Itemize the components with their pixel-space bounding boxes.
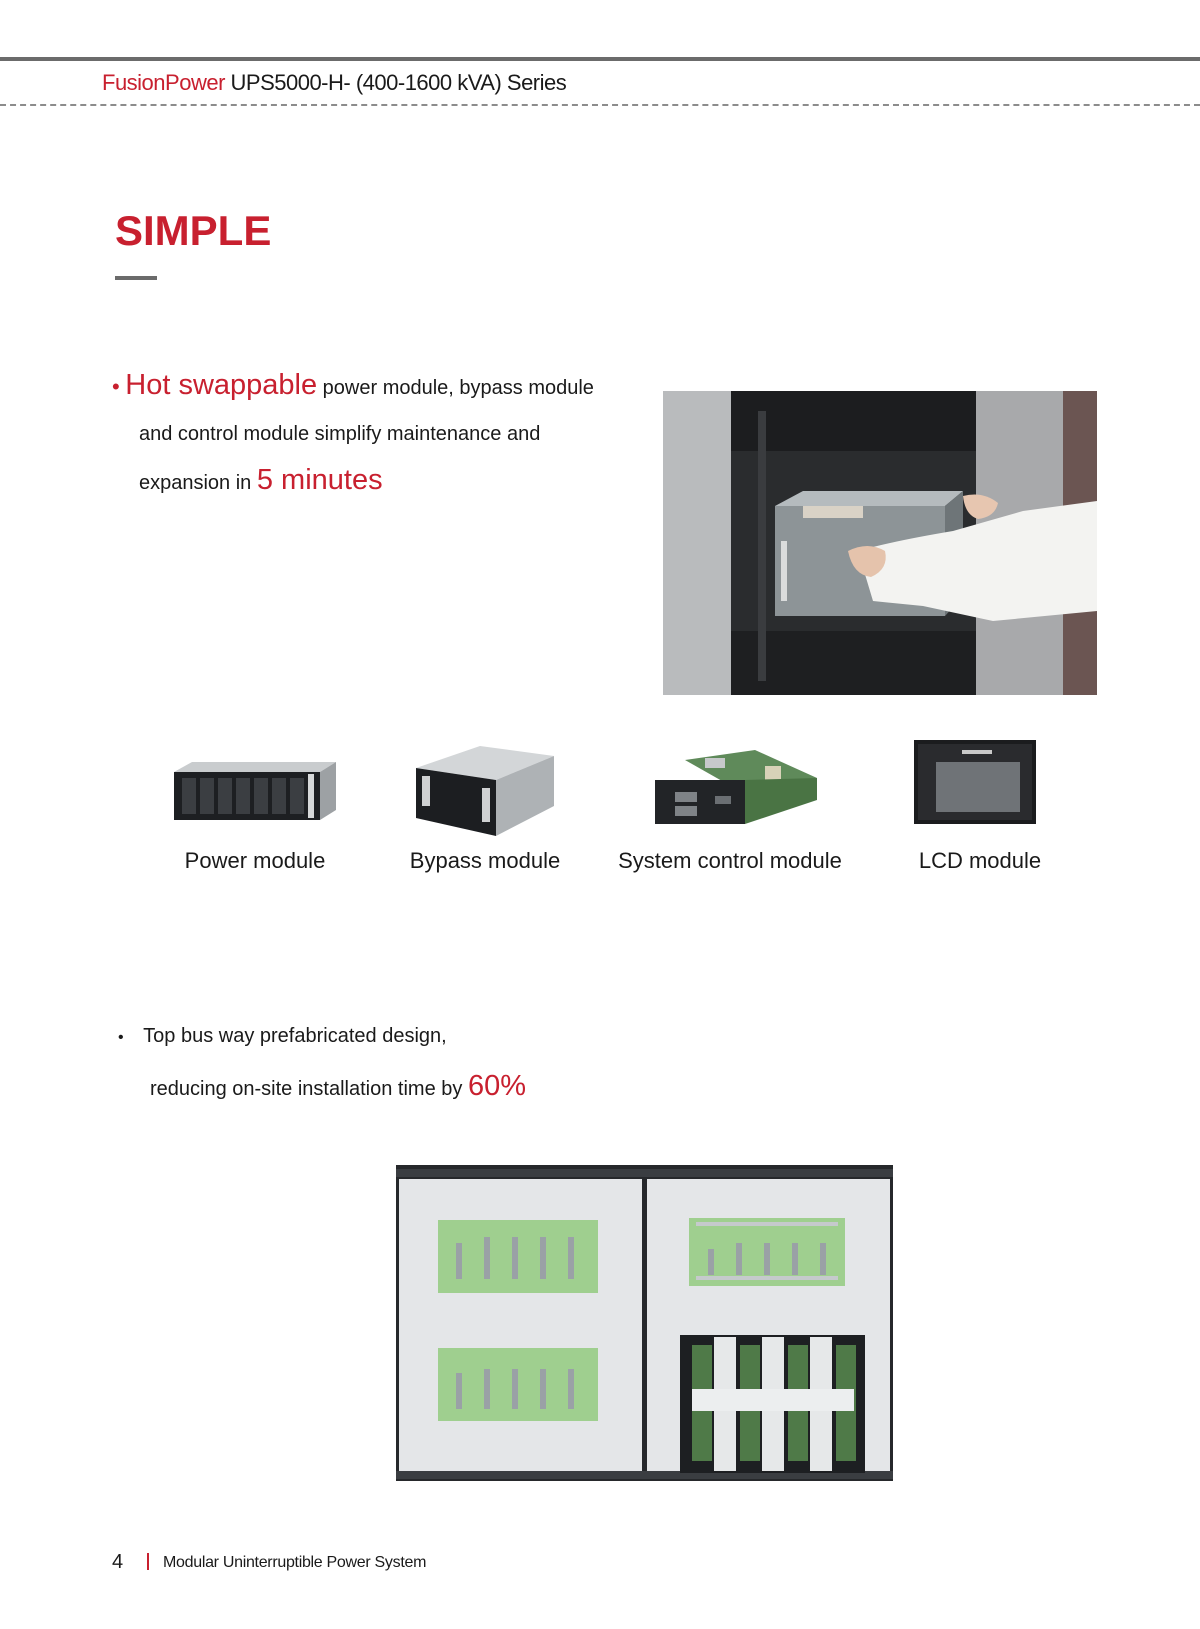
hot-swap-photo (663, 391, 1097, 695)
busway-feature (118, 1012, 526, 1113)
bullet-dot: • (118, 1029, 124, 1046)
feature1-line3: expansion in (139, 472, 257, 494)
section-title: SIMPLE (115, 207, 272, 254)
hot-swappable-highlight: Hot swappable (125, 369, 318, 401)
lcd-module-label: LCD module (918, 848, 1042, 873)
control-module-label: System control module (618, 848, 842, 873)
power-module-image (170, 740, 340, 848)
brand-name: FusionPower (102, 70, 225, 95)
feature2-line2: reducing on-site installation time by (150, 1078, 468, 1100)
sixty-percent-highlight: 60% (467, 1070, 526, 1102)
footer-text: Modular Uninterruptible Power System (163, 1554, 427, 1571)
bypass-module-label: Bypass module (409, 848, 561, 873)
feature2-line1: Top bus way prefabricated design, (143, 1025, 447, 1047)
top-busway-image (396, 1165, 893, 1481)
feature1-line2: and control module simplify maintenance and (139, 423, 541, 445)
product-series: UPS5000-H- (400-1600 kVA) Series (224, 70, 567, 95)
document-header (102, 70, 566, 96)
header-dashed-rule (0, 104, 1200, 106)
header-top-rule (0, 57, 1200, 61)
feature1-line1: power module, bypass module (317, 377, 594, 399)
title-underline (115, 276, 157, 280)
power-module-label: Power module (184, 848, 326, 873)
page-number: 4 (112, 1551, 124, 1573)
bullet-dot: • (112, 374, 120, 399)
control-module-image (645, 740, 825, 848)
lcd-module-image (910, 740, 1040, 848)
bypass-module-image (410, 740, 560, 848)
hot-swap-feature (112, 362, 632, 506)
footer-divider (147, 1553, 149, 1570)
five-minutes-highlight: 5 minutes (256, 464, 383, 496)
